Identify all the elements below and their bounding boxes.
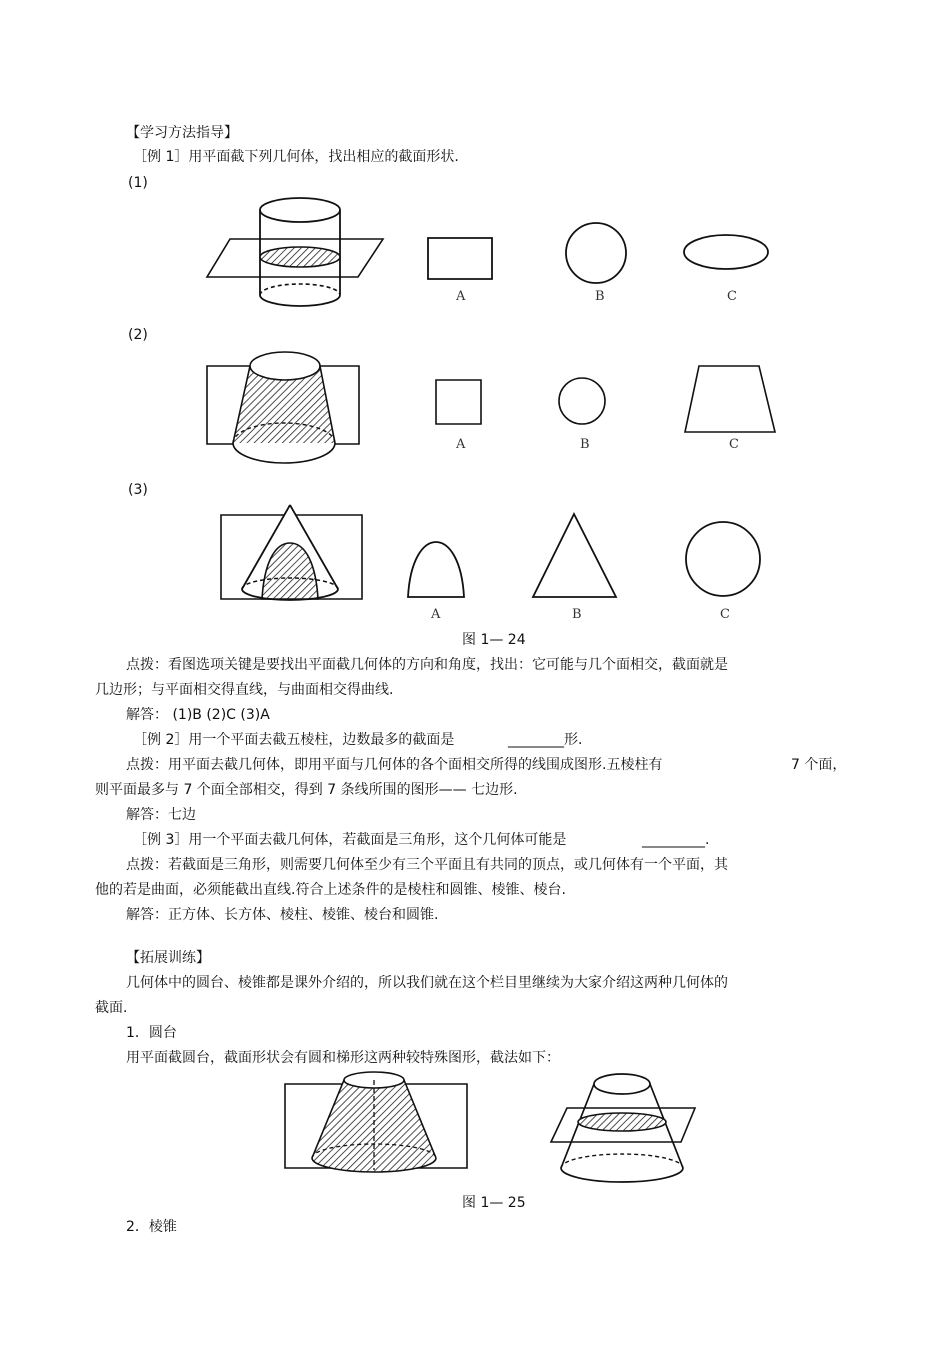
cone-cut-figure [220, 503, 366, 603]
example1-answer: 解答： (1)B (2)C (3)A [126, 707, 270, 723]
section-title-method: 【学习方法指导】 [126, 125, 238, 141]
section-title-extension: 【拓展训练】 [126, 950, 210, 966]
frustum-vertical-cut-figure [205, 350, 365, 470]
example3-answer: 解答：正方体、长方体、棱柱、棱锥、棱台和圆锥. [126, 907, 439, 923]
figure-caption-24: 图 1— 24 [462, 632, 526, 648]
option-large-circle [684, 520, 764, 600]
option-label-b: B [595, 289, 605, 304]
example2-answer: 解答：七边 [126, 807, 196, 823]
option-trapezoid [683, 364, 777, 436]
option-parabola [405, 540, 467, 600]
frustum-axial-cut-figure [284, 1070, 470, 1185]
example2-blank: ________形. [508, 732, 583, 748]
example2-question: ［例 2］用一个平面去截五棱柱，边数最多的截面是 [133, 732, 455, 748]
option-label-a: A [456, 289, 466, 304]
option-circle [564, 222, 630, 288]
extension-item1-title: 1．圆台 [126, 1025, 177, 1041]
extension-item2-title: 2．棱锥 [126, 1219, 177, 1235]
example2-hint-line1: 点拨：用平面去截几何体，即用平面与几何体的各个面相交所得的线围成图形.五棱柱有 [126, 757, 663, 773]
example1-hint-line1: 点拨：看图选项关键是要找出平面截几何体的方向和角度，找出：它可能与几个面相交，截面就是 [126, 657, 728, 673]
example2-hint-count: 7 个面， [791, 757, 847, 773]
example2-hint-line2: 则平面最多与 7 个面全部相交，得到 7 条线所围的图形—— 七边形. [95, 782, 518, 798]
option-small-circle [558, 377, 608, 427]
option-label-c: C [720, 607, 730, 622]
cylinder-cut-figure [205, 195, 385, 320]
option-triangle [531, 512, 619, 600]
option-label-a: A [431, 607, 441, 622]
example3-blank: _________. [642, 832, 710, 848]
option-label-c: C [727, 289, 737, 304]
figure-caption-25: 图 1— 25 [462, 1195, 526, 1211]
frustum-horizontal-cut-figure [549, 1070, 699, 1190]
example3-hint-line1: 点拨：若截面是三角形，则需要几何体至少有三个平面且有共同的顶点，或几何体有一个平面，其 [126, 857, 728, 873]
example1-hint-line2: 几边形；与平面相交得直线，与曲面相交得曲线. [95, 682, 394, 698]
part-label-2: (2) [128, 327, 148, 343]
option-rectangle [427, 237, 493, 281]
option-label-c: C [729, 437, 739, 452]
option-label-b: B [580, 437, 590, 452]
option-label-b: B [572, 607, 582, 622]
part-label-3: (3) [128, 482, 148, 498]
example3-hint-line2: 他的若是曲面，必须能截出直线.符合上述条件的是棱柱和圆锥、棱锥、棱台. [95, 882, 566, 898]
example1-question: ［例 1］用平面截下列几何体，找出相应的截面形状. [133, 149, 459, 165]
example3-question: ［例 3］用一个平面去截几何体，若截面是三角形，这个几何体可能是 [133, 832, 567, 848]
option-square [435, 379, 483, 425]
option-label-a: A [456, 437, 466, 452]
option-ellipse [682, 233, 772, 273]
extension-intro-line1: 几何体中的圆台、棱锥都是课外介绍的，所以我们就在这个栏目里继续为大家介绍这两种几何体的 [126, 975, 728, 991]
extension-item1-text: 用平面截圆台，截面形状会有圆和梯形这两种较特殊图形，截法如下： [126, 1050, 560, 1066]
part-label-1: (1) [128, 175, 148, 191]
extension-intro-line2: 截面. [95, 1000, 128, 1016]
